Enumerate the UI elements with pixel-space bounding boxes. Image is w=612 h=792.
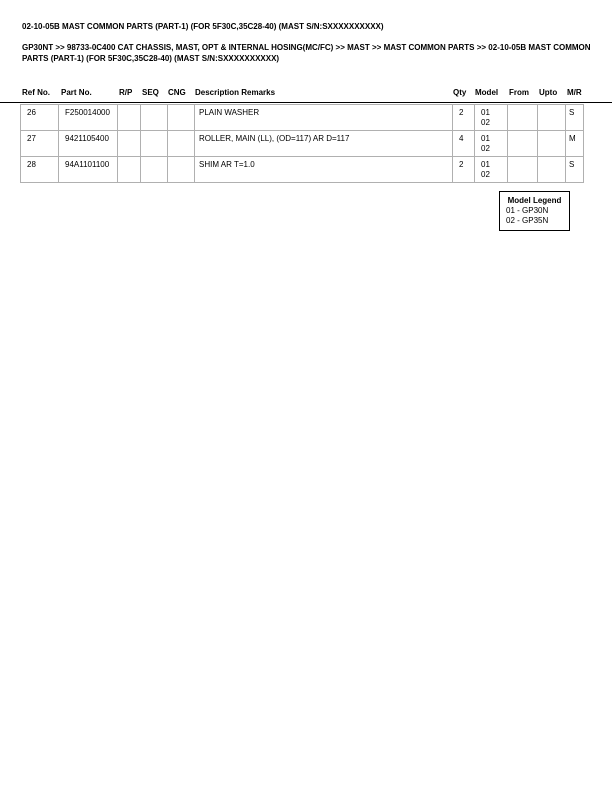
header-rp: R/P [119, 88, 133, 97]
breadcrumb: GP30NT >> 98733-0C400 CAT CHASSIS, MAST, OPT & INTERNAL HOSING(MC/FC) >> MAST >> MAST COMMON PARTS >> 02-10-05B MAST COMMON PARTS (PART-1) (FOR 5F30C,35C28-40) (MAST S/N:SXXXXXXXXXX) [22, 43, 591, 63]
header-qty: Qty [453, 88, 467, 97]
model-code: 02 [481, 118, 490, 127]
cell-rp [118, 157, 140, 160]
cell-ref: 27 [27, 134, 36, 143]
model-code: 01 [481, 160, 490, 169]
cell-rp [118, 105, 140, 108]
cell-part-no: 9421105400 [65, 134, 109, 143]
cell-description: ROLLER, MAIN (LL), (OD=117) AR D=117 [199, 134, 350, 143]
cell-from [508, 157, 537, 160]
cell-ref: 26 [27, 108, 36, 117]
cell-model [475, 105, 507, 128]
cell-mr: M [569, 134, 576, 143]
cell-part-no: 94A1101100 [65, 160, 110, 169]
header-description: Description Remarks [195, 88, 276, 97]
model-code: 02 [481, 144, 490, 153]
model-code: 01 [481, 108, 490, 117]
cell-model [475, 131, 507, 154]
model-code: 02 [481, 170, 490, 179]
header-model: Model [475, 88, 499, 97]
legend-item: 02 - GP35N [506, 216, 549, 225]
cell-description: PLAIN WASHER [199, 108, 260, 117]
model-legend-title: Model Legend [507, 196, 562, 205]
cell-qty: 2 [459, 160, 464, 169]
parts-table [20, 104, 584, 183]
table-row [21, 105, 584, 131]
cell-mr: S [569, 108, 575, 117]
model-legend [499, 191, 570, 231]
cell-rp [118, 131, 140, 134]
legend-item: 01 - GP30N [506, 206, 549, 215]
header-upto: Upto [539, 88, 558, 97]
cell-model [475, 157, 507, 180]
table-row [21, 131, 584, 157]
cell-cng [168, 131, 194, 134]
header-seq: SEQ [142, 88, 159, 97]
cell-seq [141, 105, 167, 108]
cell-ref: 28 [27, 160, 36, 169]
cell-upto [538, 131, 565, 134]
cell-cng [168, 157, 194, 160]
cell-seq [141, 157, 167, 160]
header-divider [0, 102, 612, 103]
cell-seq [141, 131, 167, 134]
cell-cng [168, 105, 194, 108]
cell-qty: 4 [459, 134, 464, 143]
table-row [21, 157, 584, 183]
cell-upto [538, 105, 565, 108]
cell-part-no: F250014000 [65, 108, 110, 117]
cell-qty: 2 [459, 108, 464, 117]
header-mr: M/R [567, 88, 582, 97]
cell-description: SHIM AR T=1.0 [199, 160, 255, 169]
header-from: From [509, 88, 529, 97]
page-title: 02-10-05B MAST COMMON PARTS (PART-1) (FOR 5F30C,35C28-40) (MAST S/N:SXXXXXXXXXX) [22, 22, 384, 31]
model-code: 01 [481, 134, 490, 143]
header-part-no: Part No. [61, 88, 92, 97]
cell-from [508, 131, 537, 134]
header-cng: CNG [168, 88, 186, 97]
cell-mr: S [569, 160, 575, 169]
header-ref-no: Ref No. [22, 88, 50, 97]
cell-upto [538, 157, 565, 160]
cell-from [508, 105, 537, 108]
